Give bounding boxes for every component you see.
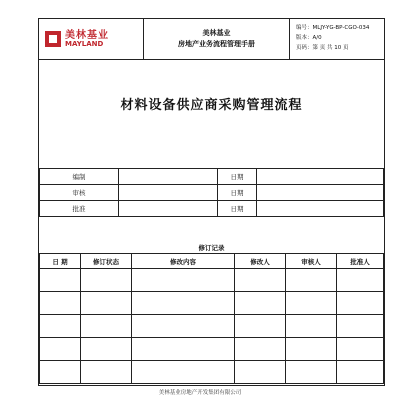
- logo-en: MAYLAND: [65, 39, 104, 48]
- date-label: 日期: [218, 201, 257, 217]
- editor-label: 编制: [40, 169, 119, 185]
- doc-header: [38, 18, 385, 60]
- table-row: [40, 338, 384, 361]
- table-row: [40, 315, 384, 338]
- col-content: 修改内容: [132, 254, 235, 269]
- table-row: [40, 269, 384, 292]
- doc-version: 版本：A/0: [296, 35, 322, 42]
- table-row: [40, 361, 384, 384]
- page-info: 页码：第 页 共 10 页: [296, 44, 349, 51]
- col-date: 日 期: [40, 254, 81, 269]
- doc-title: 材料设备供应商采购管理流程: [120, 98, 303, 113]
- doc-number: 编号：MLJY-YG-BP-CGO-034: [296, 25, 370, 32]
- reviewer-value: [119, 185, 218, 201]
- revision-table: [39, 253, 384, 384]
- date-label: 日期: [218, 169, 257, 185]
- company-name: 美林基业: [202, 28, 231, 37]
- content-frame: [38, 58, 385, 386]
- revision-title: 修订记录: [198, 244, 225, 252]
- col-editor: 修改人: [235, 254, 286, 269]
- date-value: [257, 169, 384, 185]
- reviewer-label: 审核: [40, 185, 119, 201]
- logo-cn: 美林基业: [65, 29, 109, 41]
- approver-label: 批准: [40, 201, 119, 217]
- revision-header-row: [40, 254, 384, 269]
- approver-value: [119, 201, 218, 217]
- editor-value: [119, 169, 218, 185]
- manual-name: 房地产业务流程管理手册: [178, 40, 255, 48]
- col-status: 修订状态: [81, 254, 132, 269]
- col-reviewer: 审核人: [286, 254, 337, 269]
- logo-mark-icon: [45, 31, 61, 47]
- table-row: [40, 292, 384, 315]
- date-value: [257, 185, 384, 201]
- date-label: 日期: [218, 185, 257, 201]
- document-page: [8, 8, 392, 402]
- header-meta: [290, 19, 384, 59]
- company-logo: [39, 19, 144, 59]
- col-approver: 批准人: [337, 254, 384, 269]
- signoff-table: [39, 168, 384, 217]
- header-center: [144, 19, 290, 59]
- doc-footer: 美林基业房地产开发集团有限公司: [158, 390, 242, 396]
- date-value: [257, 201, 384, 217]
